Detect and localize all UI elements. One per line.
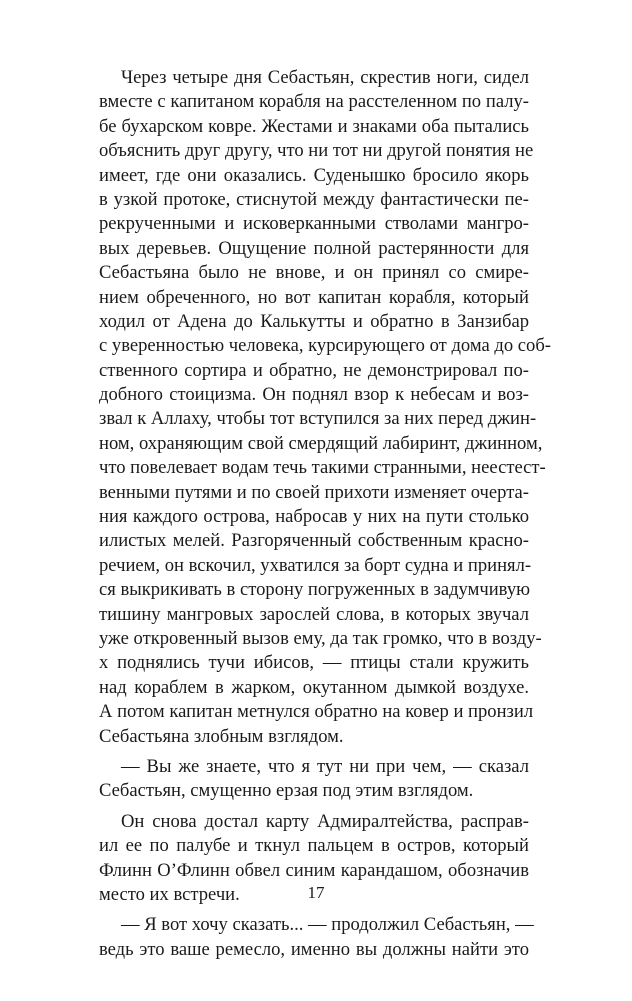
text-line: Флинн О’Флинн обвел синим карандашом, обозначив: [99, 859, 529, 881]
text-line: ном, охраняющим свой смердящий лабиринт, джинном,: [99, 432, 543, 454]
text-line: что повелевает водам течь такими странными, неестест-: [99, 457, 546, 479]
text-line: — Я вот хочу сказать... — продолжил Себастьян, —: [121, 914, 534, 936]
text-line: вместе с капитаном корабля на расстеленном по палу-: [99, 91, 529, 113]
text-line: — Вы же знаете, что я тут ни при чем, — сказал: [121, 755, 529, 777]
text-line: с уверенностью человека, курсирующего от дома до соб-: [99, 335, 551, 357]
text-line: ся выкрикивать в сторону погруженных в задумчивую: [99, 579, 531, 601]
text-line: речием, он вскочил, ухватился за борт судна и принял-: [99, 554, 532, 576]
text-line: над кораблем в жарком, окутанном дымкой воздухе.: [99, 676, 529, 698]
text-line: х поднялись тучи ибисов, — птицы стали кружить: [99, 652, 529, 674]
text-line: бе бухарском ковре. Жестами и знаками оба пытались: [99, 115, 529, 137]
text-line: вых деревьев. Ощущение полной растерянности для: [99, 237, 529, 259]
page-number: 17: [307, 883, 325, 902]
body-text: [99, 66, 551, 962]
text-line: нием обреченного, но вот капитан корабля, который: [99, 286, 529, 308]
text-line: в узкой протоке, стиснутой между фантастически пе-: [99, 188, 529, 210]
text-line: добного стоицизма. Он поднял взор к небесам и воз-: [99, 384, 529, 406]
text-line: ходил от Адена до Калькутты и обратно в Занзибар: [99, 310, 529, 332]
text-line: Себастьяна было не вновe, и он принял со смире-: [99, 262, 529, 284]
text-line: Он снова достал карту Адмиралтейства, расправ-: [121, 810, 529, 832]
text-line: ведь это ваше ремесло, именно вы должны найти это: [99, 938, 529, 960]
paragraph-1: [99, 66, 551, 749]
text-line: ния каждого острова, набросав у них на пути столько: [99, 506, 529, 528]
text-line: звал к Аллаху, чтобы тот вступился за них перед джин-: [99, 408, 537, 430]
text-line: Себастьян, смущенно ерзая под этим взглядом.: [99, 780, 474, 802]
text-line: место их встречи.: [99, 883, 240, 905]
text-line: Через четыре дня Себастьян, скрестив ноги, сидел: [121, 67, 529, 88]
text-line: тишину мангровых зарослей слова, в которых звучал: [99, 603, 529, 625]
text-line: венными путями и по своей прихоти изменяет очерта-: [99, 481, 529, 503]
text-line: илистых мелей. Разгоряченный собственным красно-: [99, 530, 529, 552]
text-line: Себастьяна злобным взглядом.: [99, 725, 344, 747]
text-line: объяснить друг другу, что ни тот ни другой понятия не: [99, 140, 534, 162]
text-line: имеет, где они оказались. Суденышко бросило якорь: [99, 164, 529, 186]
text-line: рекрученными и исковерканными стволами мангро-: [99, 213, 529, 235]
text-line: уже откровенный вызов ему, да так громко, что в возду-: [99, 627, 542, 649]
text-line: А потом капитан метнулся обратно на ковер и пронзил: [99, 701, 534, 723]
text-line: ил ее по палубе и ткнул пальцем в остров, который: [99, 835, 529, 857]
text-line: ственного сортира и обратно, не демонстрировал по-: [99, 359, 529, 381]
paragraph-2: [99, 755, 529, 804]
paragraph-4: [99, 913, 534, 962]
